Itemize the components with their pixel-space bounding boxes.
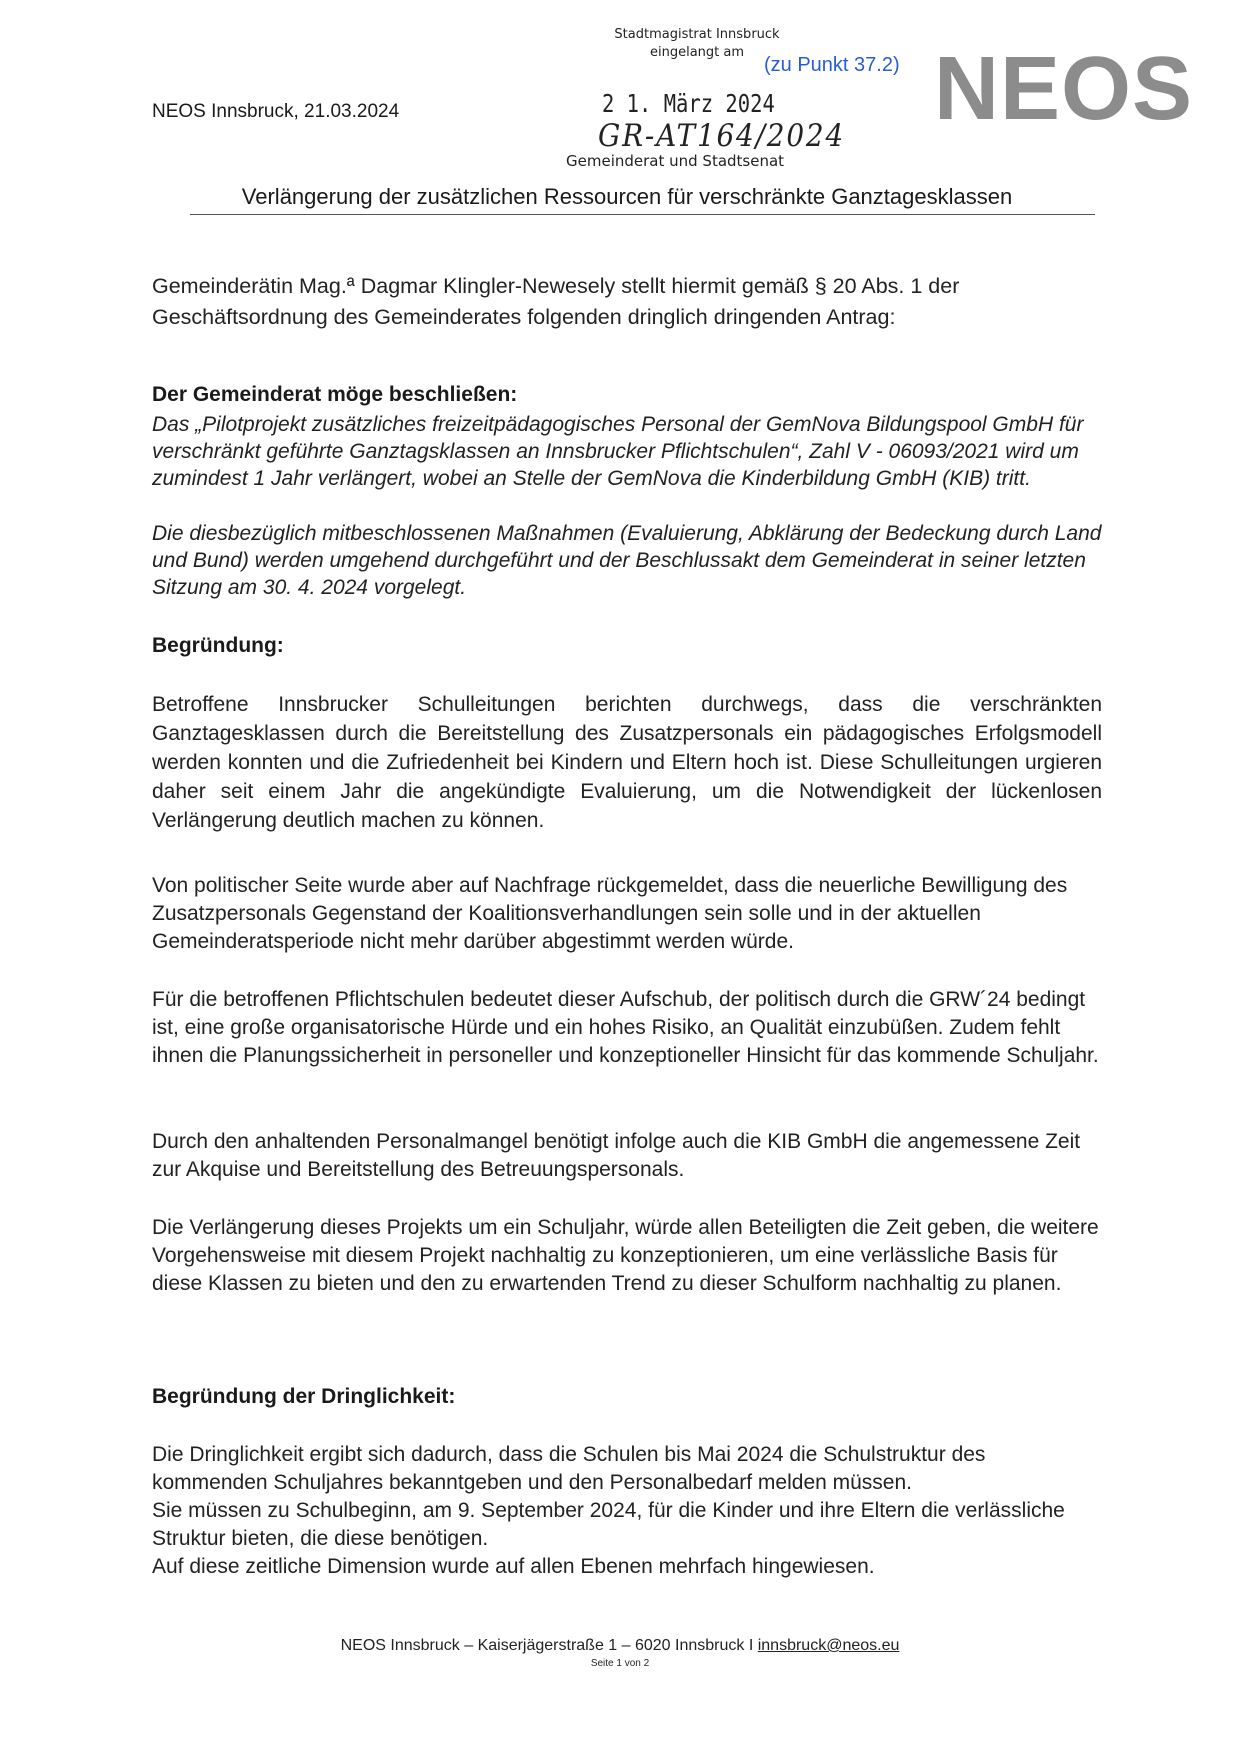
agenda-annotation: (zu Punkt 37.2) <box>764 54 900 76</box>
intro-paragraph: Gemeinderätin Mag.ª Dagmar Klingler-Newesely stellt hiermit gemäß § 20 Abs. 1 der Geschäftsordnung des Gemeinderates folgenden dringlich dringenden Antrag: <box>152 274 960 329</box>
urgency-heading: Begründung der Dringlichkeit: <box>152 1385 456 1408</box>
reasoning-paragraph-4: Durch den anhaltenden Personalmangel benötigt infolge auch die KIB GmbH die angemessene Zeit zur Akquise und Bereitstellung des Betreuungspersonals. <box>152 1130 1081 1181</box>
motion-measures: Die diesbezüglich mitbeschlossenen Maßnahmen (Evaluierung, Abklärung der Bedeckung durch Land und Bund) werden umgehend durchgeführt und der Beschlussakt dem Gemeinderat in seiner letzten Sitzung am 30. 4. 2024 vorgelegt. <box>152 522 1102 599</box>
dateline: NEOS Innsbruck, 21.03.2024 <box>152 101 400 122</box>
title-divider <box>190 214 1095 215</box>
page-number: Seite 1 von 2 <box>590 1658 650 1669</box>
document-title: Verlängerung der zusätzlichen Ressourcen für verschränkte Ganztagesklassen <box>241 184 1013 209</box>
handwritten-reference: GR-AT164/2024 <box>598 118 846 154</box>
reasoning-paragraph-2: Von politischer Seite wurde aber auf Nachfrage rückgemeldet, dass die neuerliche Bewilligung des Zusatzpersonals Gegenstand der Koalitionsverhandlungen sein solle und in der aktuellen Gemeinderatsperiode nicht mehr darüber abgestimmt werden würde. <box>152 874 1068 953</box>
footer-email-link[interactable]: innsbruck@neos.eu <box>757 1637 900 1654</box>
urgency-line-3: Auf diese zeitliche Dimension wurde auf allen Ebenen mehrfach hingewiesen. <box>152 1555 875 1578</box>
stamp-office-name: Stadtmagistrat Innsbruck <box>614 27 780 42</box>
motion-text: Das „Pilotprojekt zusätzliches freizeitpädagogisches Personal der GemNova Bildungspool GmbH für verschränkt geführte Ganztagsklassen an Innsbrucker Pflichtschulen“, Zahl V - 06093/2021 wird um zumindest 1 Jahr verlängert, wobei an Stelle der GemNova die Kinderbildung GmbH (KIB) tritt. <box>152 413 1084 490</box>
urgency-line-1: Die Dringlichkeit ergibt sich dadurch, dass die Schulen bis Mai 2024 die Schulstruktur des kommenden Schuljahres bekanntgeben und den Personalbedarf melden müssen. <box>152 1443 986 1494</box>
stamp-received-label: eingelangt am <box>649 45 745 60</box>
reasoning-paragraph-5: Die Verlängerung dieses Projekts um ein Schuljahr, würde allen Beteiligten die Zeit geben, die weitere Vorgehensweise mit diesem Projekt nachhaltig zu konzeptionieren, um eine verlässliche Basis für diese Klassen zu bieten und den zu erwartenden Trend zu dieser Schulform nachhaltig zu planen. <box>152 1216 1099 1295</box>
urgency-line-2: Sie müssen zu Schulbeginn, am 9. September 2024, für die Kinder und ihre Eltern die verlässliche Struktur bieten, die diese benötigen. <box>152 1499 1065 1550</box>
motion-heading: Der Gemeinderat möge beschließen: <box>152 383 518 406</box>
footer-address <box>200 1637 1040 1655</box>
reasoning-paragraph-1: Betroffene Innsbrucker Schulleitungen berichten durchwegs, dass die verschränkten Ganztagesklassen durch die Bereitstellung des Zusatzpersonals ein pädagogisches Erfolgsmodell werden konnten und die Zufriedenheit bei Kindern und Eltern hoch ist. Diese Schulleitungen urgieren daher seit einem Jahr die angekündigte Evaluierung, um die Notwendigkeit der lückenlosen Verlängerung deutlich machen zu können. <box>152 693 1102 832</box>
reasoning-heading: Begründung: <box>152 634 284 657</box>
neos-logo: NEOS <box>934 39 1194 139</box>
stamp-date: 2 1. März 2024 <box>602 89 775 118</box>
footer-address-text: NEOS Innsbruck – Kaiserjägerstraße 1 – 6020 Innsbruck I <box>340 1637 758 1654</box>
reasoning-paragraph-3: Für die betroffenen Pflichtschulen bedeutet dieser Aufschub, der politisch durch die GRW´24 bedingt ist, eine große organisatorische Hürde und ein hohes Risiko, an Qualität einzubüßen. Zudem fehlt ihnen die Planungssicherheit in personeller und konzeptioneller Hinsicht für das kommende Schuljahr. <box>152 988 1099 1067</box>
stamp-department: Gemeinderat und Stadtsenat <box>566 152 785 170</box>
